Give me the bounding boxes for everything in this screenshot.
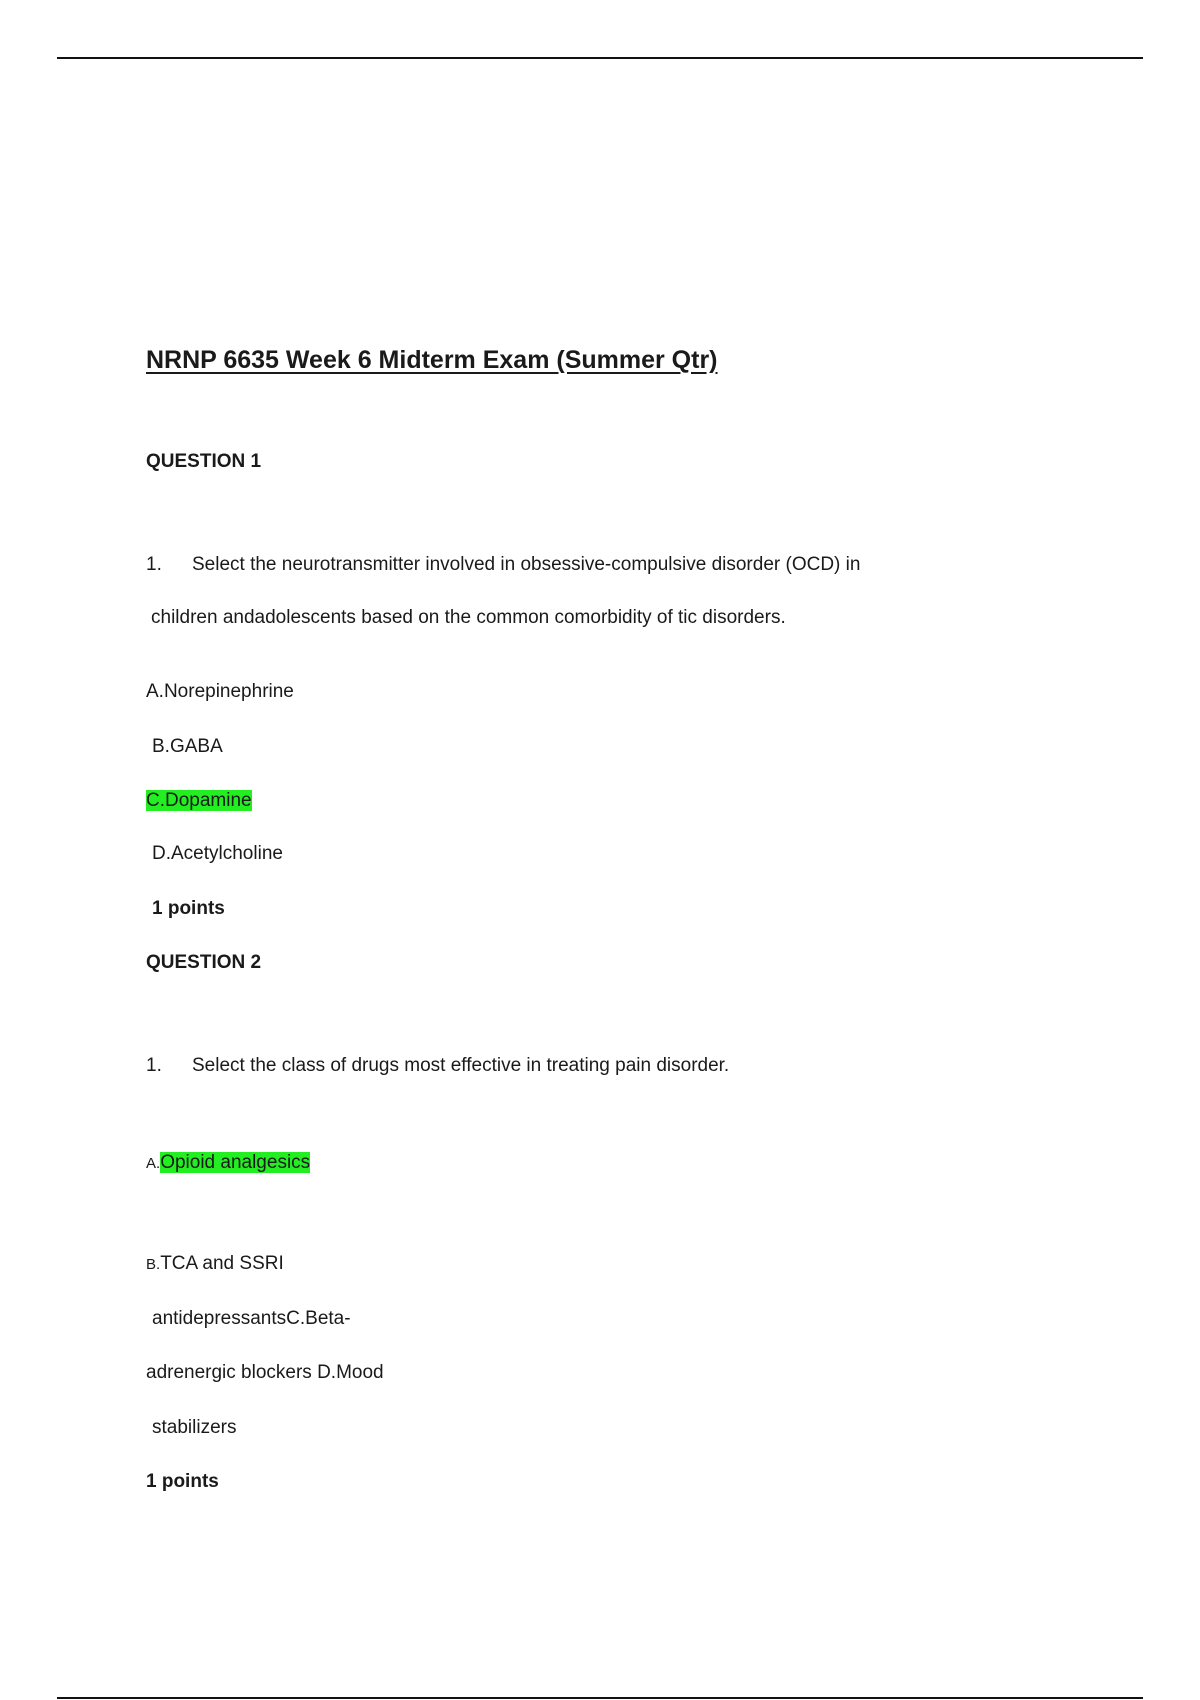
question-1-option-b: B.GABA: [152, 736, 223, 757]
question-1-option-a: A.Norepinephrine: [146, 681, 294, 702]
question-2-option-a-letter: A.: [146, 1155, 161, 1172]
question-2-option-a: [146, 1151, 310, 1176]
question-2-option-b: [146, 1252, 284, 1277]
question-1-prompt-line-1: [146, 553, 860, 577]
footer-rule: [57, 1697, 1143, 1699]
question-2-heading: QUESTION 2: [146, 952, 262, 973]
question-1-points: 1 points: [152, 898, 225, 919]
question-2-prompt-line-1: [146, 1054, 729, 1078]
question-2-line-1: antidepressantsC.Beta-: [152, 1308, 351, 1329]
question-2-line-2: adrenergic blockers D.Mood: [146, 1362, 384, 1383]
question-1-prompt-text-1: Select the neurotransmitter involved in obsessive-compulsive disorder (OCD) in: [192, 554, 861, 575]
question-2-prompt-text-1: Select the class of drugs most effective in treating pain disorder.: [192, 1055, 730, 1076]
question-1-heading: QUESTION 1: [146, 451, 262, 472]
question-1-option-c-highlight: C.Dopamine: [146, 790, 252, 811]
question-1-number: 1.: [146, 554, 162, 575]
question-2-option-b-letter: B.: [146, 1256, 161, 1273]
header-rule: [57, 57, 1143, 59]
question-2-number: 1.: [146, 1055, 162, 1076]
question-2-option-a-highlight: Opioid analgesics: [160, 1152, 311, 1173]
question-1-option-c: [146, 789, 252, 813]
question-1-option-d: D.Acetylcholine: [152, 843, 283, 864]
question-2-line-3: stabilizers: [152, 1417, 237, 1438]
document-title: NRNP 6635 Week 6 Midterm Exam (Summer Qtr): [146, 346, 718, 374]
question-2-points: 1 points: [146, 1471, 219, 1492]
question-2-option-b-text: TCA and SSRI: [160, 1253, 284, 1274]
question-1-prompt-line-2: children andadolescents based on the common comorbidity of tic disorders.: [151, 607, 786, 628]
